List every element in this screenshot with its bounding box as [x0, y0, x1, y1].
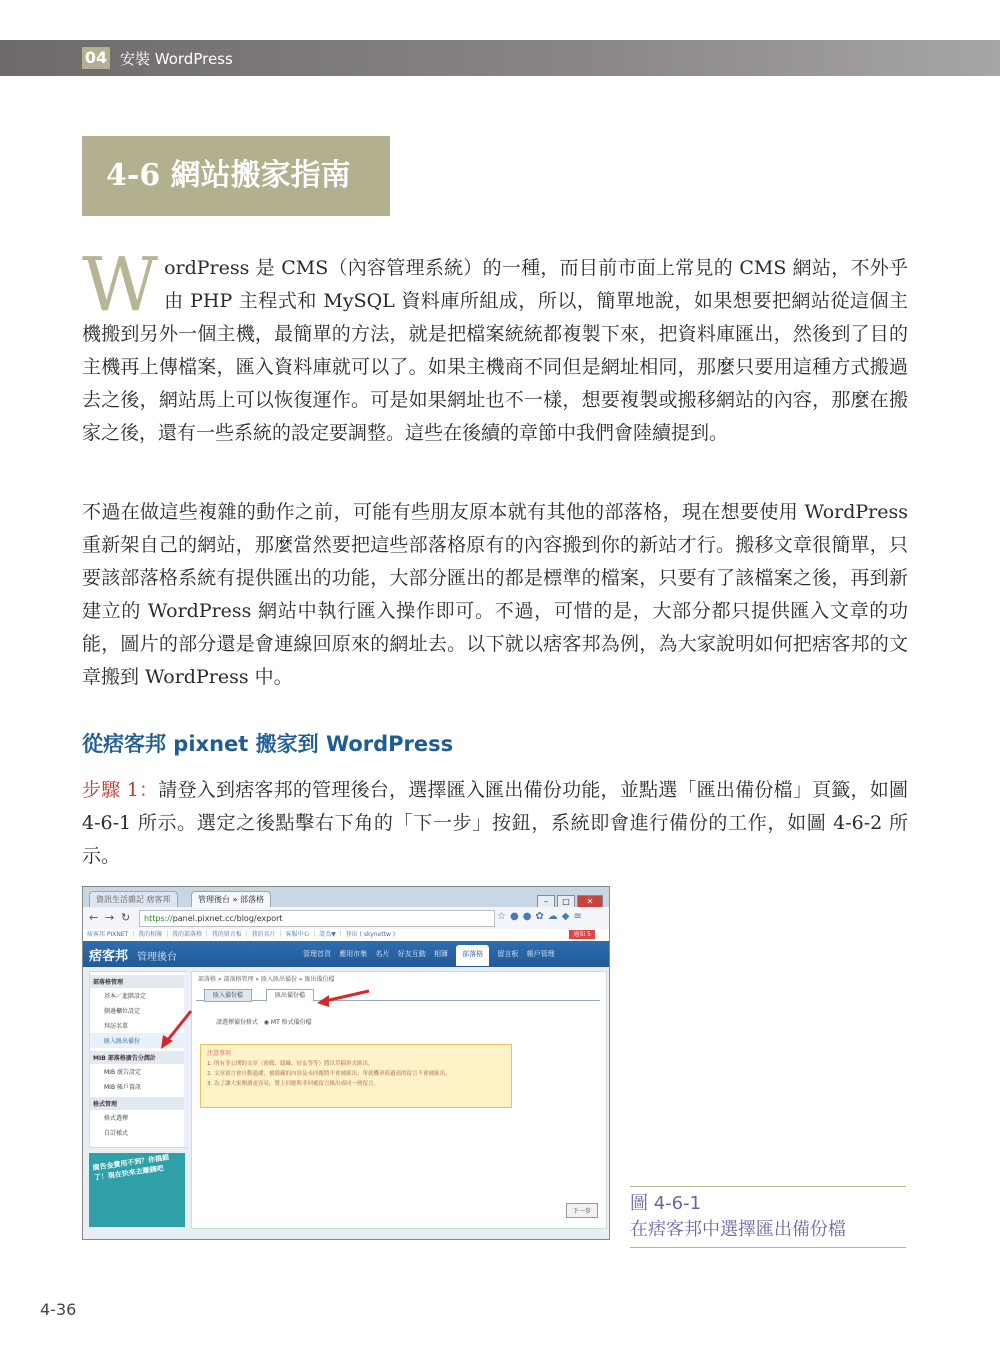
top-links-bar[interactable]: 痞客邦 PIXNET ｜ 我的相簿 ｜ 我的部落格 ｜ 我的留言板 ｜ 我的名片 ｜ 客服中心 ｜ 設為▼ ｜ 登出 ( skynettw ): [83, 929, 609, 941]
sidebar-heading: MIB 部落格廣告分潤計: [90, 1051, 186, 1064]
format-row: [216, 1017, 312, 1026]
notice-item: 2. 文章留言會自動過濾，被隱藏的內容及未回覆將不會被匯出；單就機率值過高的留言不會被匯出。: [207, 1071, 451, 1077]
menu-item[interactable]: 好友互動: [397, 950, 426, 958]
tab-export[interactable]: 匯出備份檔: [266, 989, 314, 1002]
format-label: 請選擇備份格式: [216, 1019, 259, 1026]
screenshot-figure: [82, 886, 610, 1240]
ad-text: 廣告金費用不到？你搞錯了！現在快來去賺錢吧: [92, 1153, 170, 1183]
browser-tab-strip: [83, 887, 609, 907]
main-panel: [191, 971, 607, 1229]
menu-item[interactable]: 管理首頁: [303, 950, 331, 958]
menu-item[interactable]: 名片: [375, 950, 390, 958]
menu-item[interactable]: 相簿: [433, 950, 448, 958]
chapter-header-bar: [0, 40, 1000, 76]
window-controls: [535, 889, 603, 909]
reload-icon[interactable]: ↻: [121, 911, 131, 924]
close-icon[interactable]: ✕: [577, 895, 603, 909]
figure-caption: [630, 1186, 906, 1248]
figure-caption-text: 在痞客邦中選擇匯出備份檔: [630, 1219, 846, 1240]
notice-box: [200, 1044, 512, 1108]
maximize-icon[interactable]: □: [557, 895, 575, 909]
next-button[interactable]: 下一步: [566, 1203, 598, 1218]
url-scheme: https://: [144, 914, 173, 923]
menu-item-blog[interactable]: 部落格: [456, 945, 489, 966]
sidebar-heading: 格式管理: [90, 1097, 186, 1110]
red-arrow-icon: [313, 985, 373, 1009]
breadcrumb: 部落格 » 部落格管理 » 匯入匯出備份 » 匯出備份檔: [198, 976, 335, 983]
drop-cap: W: [82, 242, 159, 328]
extension-icons[interactable]: ☆●●✿☁◆≡: [497, 911, 586, 922]
browser-tab-2[interactable]: 管理後台 » 部落格: [191, 891, 271, 908]
figure-number: 圖 4-6-1: [630, 1193, 702, 1214]
pixnet-logo[interactable]: 痞客邦: [89, 949, 129, 964]
admin-title: 管理後台: [137, 952, 177, 963]
notice-item: 1. 所有非公開的文章（密碼、隱藏、好友等等）將以草稿形式匯出。: [207, 1061, 374, 1067]
step-1-paragraph: [82, 774, 908, 873]
chapter-title: 安裝 WordPress: [120, 50, 233, 68]
url-path: panel.pixnet.cc/blog/export: [172, 914, 283, 923]
section-title: 4-6 網站搬家指南: [82, 136, 390, 216]
tab-import[interactable]: 匯入備份檔: [204, 989, 252, 1002]
sidebar-item[interactable]: 基本／進階設定: [104, 993, 147, 1000]
format-value: MT 格式備份檔: [270, 1019, 312, 1026]
site-header: [83, 941, 609, 967]
sidebar-scrollbar[interactable]: [184, 972, 190, 1147]
sidebar-item-import-export[interactable]: 匯入匯出備份: [90, 1033, 186, 1048]
red-arrow-icon: [157, 1007, 197, 1051]
notification-badge[interactable]: 通知 5: [569, 930, 595, 939]
intro-text: ordPress 是 CMS（內容管理系統）的一種，而目前市面上常見的 CMS 網站，不外乎由 PHP 主程式和 MySQL 資料庫所組成，所以，簡單地說，如果想要把網站從這個主機搬到另外一個主機，最簡單的方法，就是把檔案統統都複製下來，把資料庫匯出，然後到了目的主機再上傳檔案，匯入資料庫就可以了。如果主機商不同但是網址相同，那麼只要用這種方式搬過去之後，網站馬上可以恢復運作。可是如果網址也不一樣，想要複製或搬移網站的內容，那麼在搬家之後，還有一些系統的設定要調整。這些在後續的章節中我們會陸續提到。: [82, 257, 908, 444]
sidebar-item[interactable]: MIB 帳戶資訊: [104, 1084, 141, 1091]
menu-item[interactable]: 應用市集: [339, 950, 368, 958]
radio-selected-icon[interactable]: ◉: [263, 1019, 269, 1026]
intro-paragraph: [82, 242, 908, 450]
chapter-number: 04: [82, 47, 110, 69]
menu-item[interactable]: 留言板: [497, 950, 519, 958]
back-icon[interactable]: ←: [89, 911, 99, 924]
address-bar-row: [83, 907, 609, 930]
admin-sidebar: [89, 971, 187, 1148]
sidebar-item[interactable]: MIB 廣告設定: [104, 1069, 141, 1076]
sidebar-item[interactable]: 側邊欄位設定: [104, 1008, 141, 1015]
menu-item[interactable]: 帳戶管理: [526, 950, 555, 958]
main-menu: [303, 949, 561, 959]
notice-title: 注意事項: [207, 1050, 232, 1057]
second-paragraph: 不過在做這些複雜的動作之前，可能有些朋友原本就有其他的部落格，現在想要使用 WordPress 重新架自己的網站，那麼當然要把這些部落格原有的內容搬到你的新站才行。搬移文章很簡單，只要該部落格系統有提供匯出的功能，大部分匯出的都是標準的檔案，只要有了該檔案之後，再到新建立的 WordPress 網站中執行匯入操作即可。不過，可惜的是，大部分都只提供匯入文章的功能，圖片的部分還是會連線回原來的網址去。以下就以痞客邦為例，為大家說明如何把痞客邦的文章搬到 WordPress 中。: [82, 501, 908, 688]
page-number: 4-36: [40, 1300, 77, 1319]
sidebar-item[interactable]: 自訂樣式: [104, 1130, 129, 1137]
notice-item: 3. 為了讓大家閱讀更容易，將主回應與非回覆留言匯出成同一層留言。: [207, 1081, 379, 1087]
sidebar-heading: 部落格管理: [90, 975, 186, 988]
url-field[interactable]: [139, 910, 495, 927]
ad-banner[interactable]: [89, 1153, 185, 1227]
subheading: 從痞客邦 pixnet 搬家到 WordPress: [82, 732, 454, 756]
forward-icon[interactable]: →: [105, 911, 115, 924]
step-text: 請登入到痞客邦的管理後台，選擇匯入匯出備份功能，並點選「匯出備份檔」頁籤，如圖 4-6-1 所示。選定之後點擊右下角的「下一步」按鈕，系統即會進行備份的工作，如圖 4-6-2 所示。: [82, 779, 908, 867]
sidebar-item[interactable]: 格式選擇: [104, 1115, 129, 1122]
tab-strip: [196, 986, 600, 1001]
browser-tab-1[interactable]: 資訊生活雜記 痞客邦: [89, 891, 178, 908]
step-label: 步驟 1：: [82, 779, 159, 801]
minimize-icon[interactable]: –: [537, 895, 555, 909]
sidebar-item[interactable]: 拜訪名單: [104, 1023, 129, 1030]
